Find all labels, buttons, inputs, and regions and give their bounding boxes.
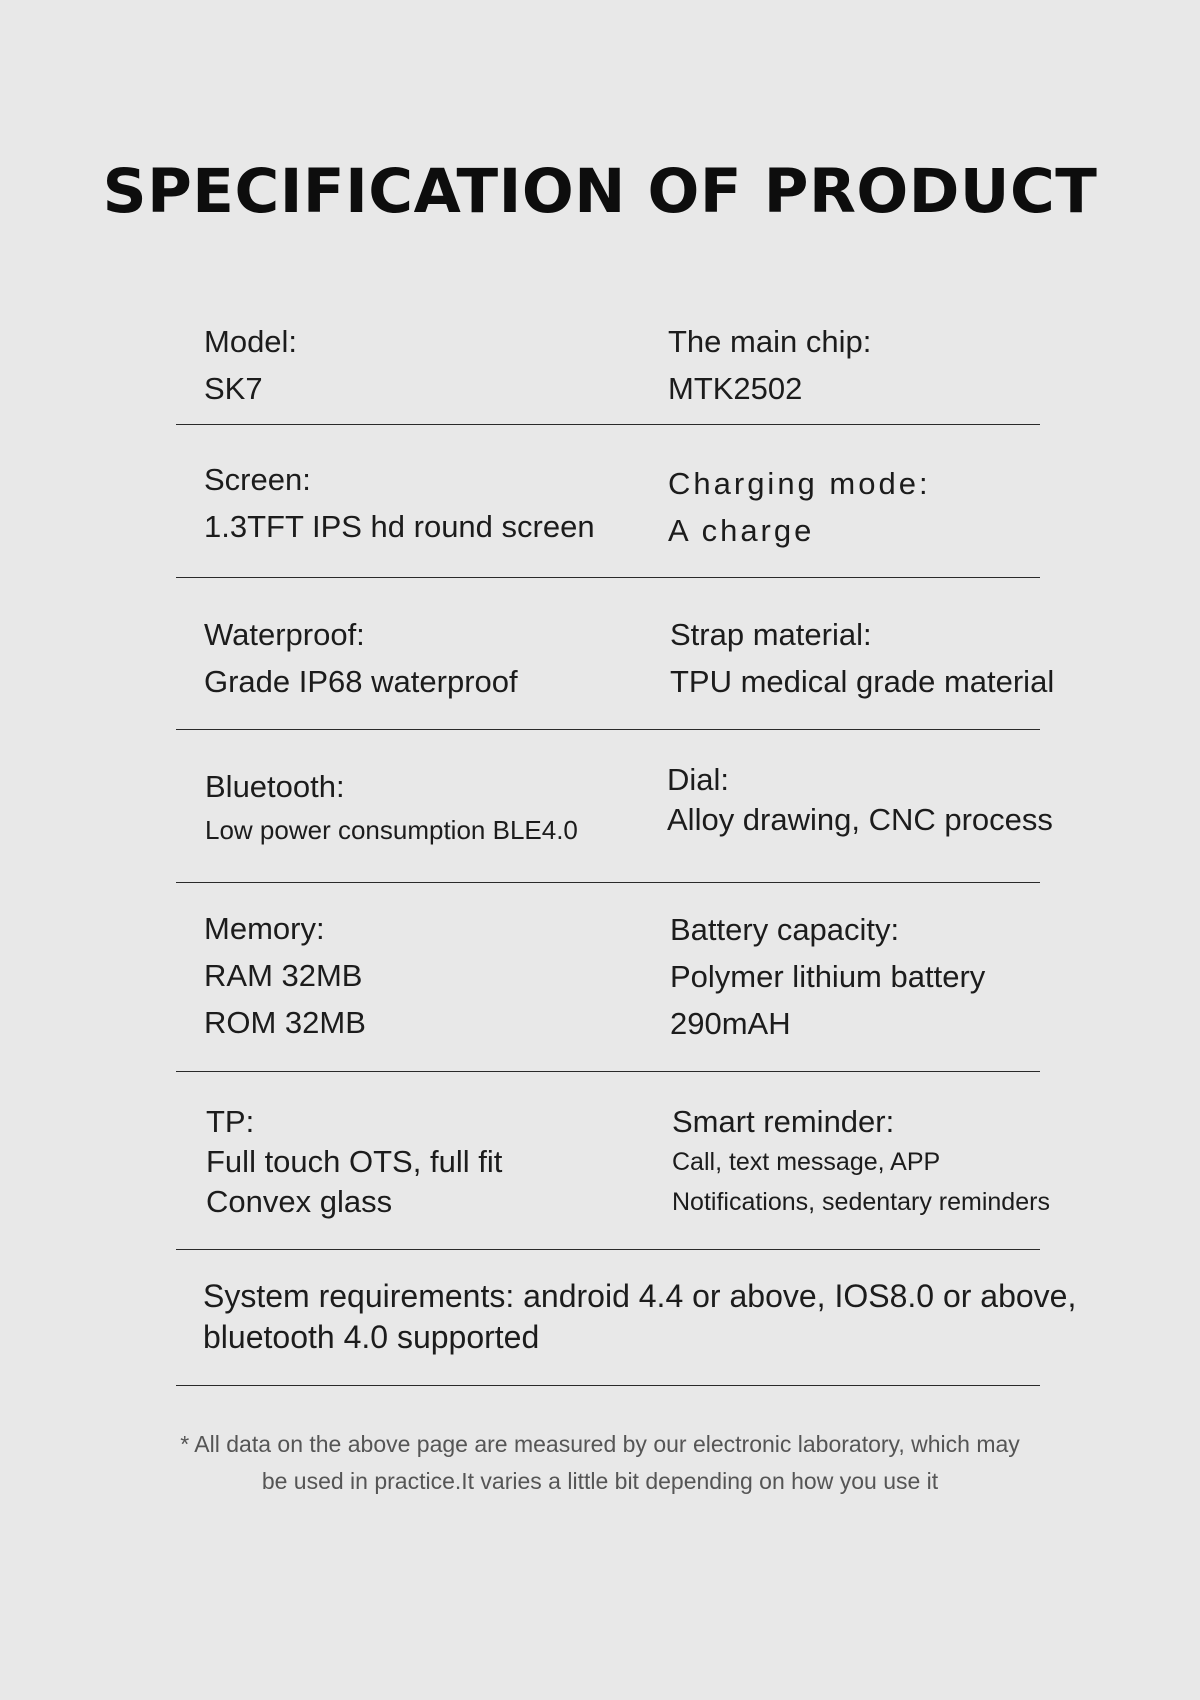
spec-memory bbox=[204, 905, 366, 1046]
spec-waterproof-value: Grade IP68 waterproof bbox=[204, 664, 518, 699]
spec-reminder-value-1: Call, text message, APP bbox=[672, 1148, 941, 1176]
spec-bluetooth-value: Low power consumption BLE4.0 bbox=[205, 815, 578, 845]
spec-reminder-label: Smart reminder: bbox=[672, 1104, 895, 1139]
spec-model bbox=[204, 318, 297, 412]
spec-bluetooth-label: Bluetooth: bbox=[205, 769, 345, 804]
spec-tp-value-2: Convex glass bbox=[206, 1184, 393, 1219]
disclaimer-line-2: be used in practice.It varies a little bit depending on how you use it bbox=[261, 1468, 939, 1494]
spec-memory-rom: ROM 32MB bbox=[204, 1005, 366, 1040]
row-divider bbox=[176, 577, 1040, 578]
system-requirements bbox=[203, 1276, 1076, 1358]
spec-dial-label: Dial: bbox=[667, 762, 730, 797]
spec-tp-label: TP: bbox=[206, 1104, 255, 1139]
spec-reminder-value-2: Notifications, sedentary reminders bbox=[672, 1188, 1050, 1216]
spec-battery-capacity: 290mAH bbox=[670, 1006, 791, 1041]
spec-strap-value: TPU medical grade material bbox=[670, 664, 1055, 699]
spec-waterproof bbox=[204, 611, 518, 705]
row-divider bbox=[176, 1385, 1040, 1386]
system-requirements-line-1: System requirements: android 4.4 or above, IOS8.0 or above, bbox=[203, 1278, 1077, 1314]
spec-bluetooth bbox=[205, 763, 578, 850]
spec-memory-ram: RAM 32MB bbox=[204, 958, 363, 993]
spec-strap bbox=[670, 611, 1054, 705]
spec-waterproof-label: Waterproof: bbox=[204, 617, 365, 652]
spec-battery-label: Battery capacity: bbox=[670, 912, 900, 947]
spec-charging-label: Charging mode: bbox=[668, 466, 931, 501]
spec-memory-label: Memory: bbox=[204, 911, 325, 946]
spec-chip bbox=[668, 318, 871, 412]
spec-chip-label: The main chip: bbox=[668, 324, 872, 359]
spec-screen bbox=[204, 456, 595, 550]
spec-charging-value: A charge bbox=[668, 513, 815, 548]
disclaimer-line-1: * All data on the above page are measured by our electronic laboratory, which may bbox=[180, 1431, 1020, 1457]
spec-dial bbox=[667, 760, 1053, 840]
row-divider bbox=[176, 729, 1040, 730]
spec-screen-value: 1.3TFT IPS hd round screen bbox=[204, 509, 595, 544]
spec-reminder bbox=[672, 1102, 1050, 1222]
row-divider bbox=[176, 424, 1040, 425]
spec-battery bbox=[670, 906, 985, 1047]
spec-model-value: SK7 bbox=[204, 371, 263, 406]
spec-tp bbox=[206, 1102, 502, 1222]
row-divider bbox=[176, 882, 1040, 883]
page-title: SPECIFICATION OF PRODUCT bbox=[102, 156, 1098, 227]
row-divider bbox=[176, 1249, 1040, 1250]
spec-strap-label: Strap material: bbox=[670, 617, 872, 652]
row-divider bbox=[176, 1071, 1040, 1072]
spec-battery-type: Polymer lithium battery bbox=[670, 959, 986, 994]
spec-dial-value: Alloy drawing, CNC process bbox=[667, 802, 1053, 837]
spec-model-label: Model: bbox=[204, 324, 298, 359]
system-requirements-line-2: bluetooth 4.0 supported bbox=[203, 1319, 540, 1355]
spec-chip-value: MTK2502 bbox=[668, 371, 803, 406]
spec-tp-value-1: Full touch OTS, full fit bbox=[206, 1144, 503, 1179]
spec-charging bbox=[668, 460, 931, 554]
spec-screen-label: Screen: bbox=[204, 462, 311, 497]
disclaimer-note bbox=[0, 1426, 1200, 1500]
